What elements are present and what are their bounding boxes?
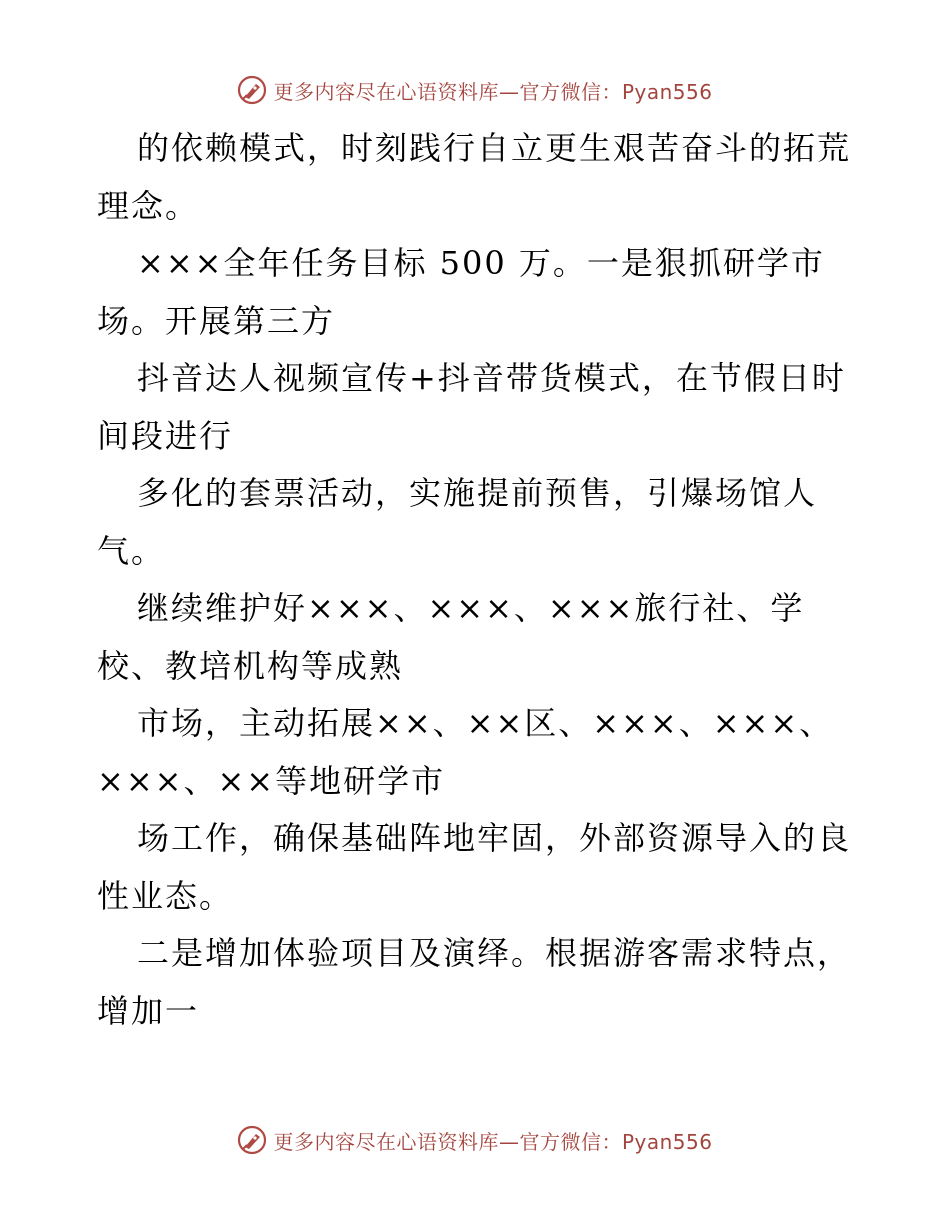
watermark-text: 更多内容尽在心语资料库—官方微信：Pyan556 [273, 79, 713, 104]
pen-nib-logo-icon [237, 1125, 267, 1155]
paragraph-5: 继续维护好×××、×××、×××旅行社、学校、教培机构等成熟 [97, 589, 805, 685]
pen-nib-logo-icon [237, 75, 267, 105]
footer-watermark [0, 1120, 950, 1160]
watermark-text: 更多内容尽在心语资料库—官方微信：Pyan556 [273, 1129, 713, 1154]
paragraph-6: 市场，主动拓展××、××区、×××、×××、×××、××等地研学市 [97, 704, 834, 800]
paragraph-1: 的依赖模式，时刻践行自立更生艰苦奋斗的拓荒理念。 [97, 129, 852, 225]
paragraph-2: ×××全年任务目标 500 万。一是狠抓研学市场。开展第三方 [97, 244, 825, 340]
paragraph-3: 抖音达人视频宣传+抖音带货模式，在节假日时间段进行 [97, 359, 846, 455]
document-body [97, 120, 857, 1040]
header-watermark [0, 70, 950, 110]
paragraph-4: 多化的套票活动，实施提前预售，引爆场馆人气。 [97, 474, 818, 570]
paragraph-8: 二是增加体验项目及演绎。根据游客需求特点，增加一 [97, 934, 852, 1030]
paragraph-7: 场工作，确保基础阵地牢固，外部资源导入的良性业态。 [97, 819, 852, 915]
